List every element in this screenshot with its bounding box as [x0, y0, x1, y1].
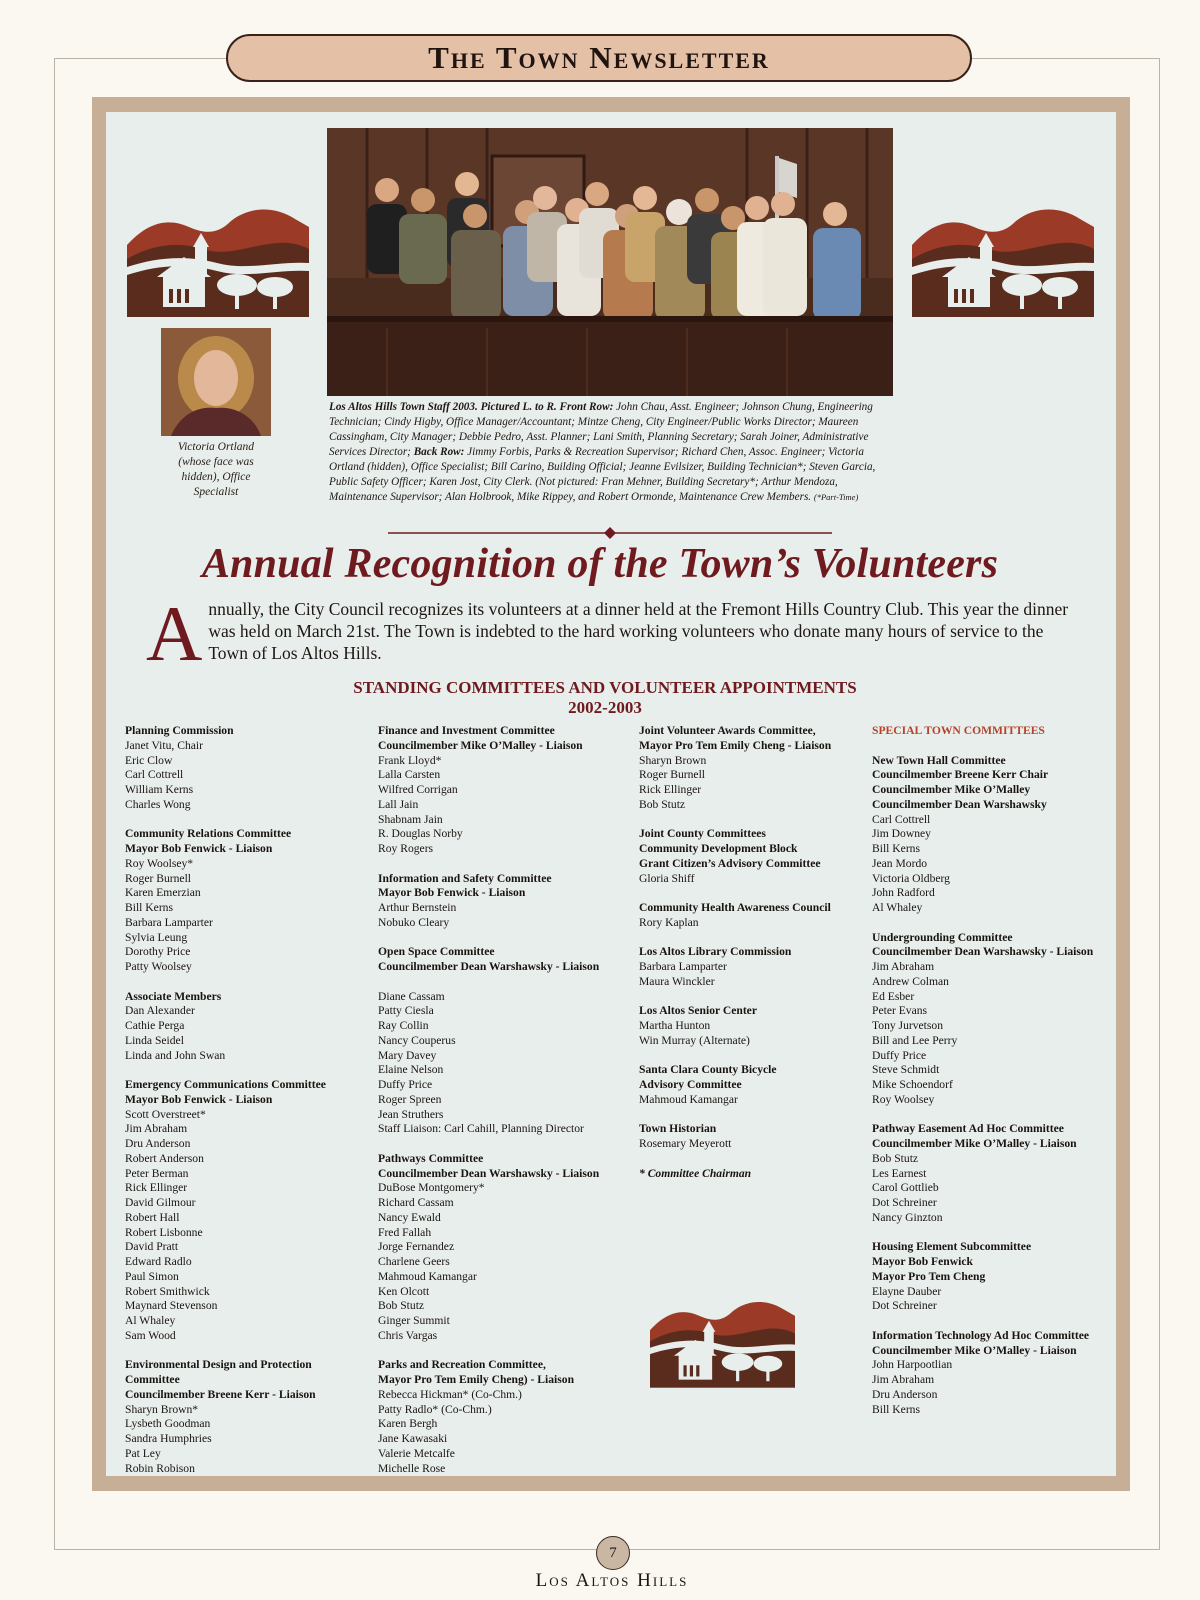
committee-group: [125, 724, 370, 813]
committee-member: Duffy Price: [872, 1048, 927, 1062]
committee-member: Richard Cassam: [378, 1196, 454, 1209]
committee-member: Mahmoud Kamangar: [378, 1269, 477, 1283]
caption-label: Back Row:: [413, 446, 465, 458]
committee-heading: Los Altos Library Commission: [639, 945, 792, 959]
committee-heading: Councilmember Breene Kerr - Liaison: [125, 1387, 316, 1401]
portrait-caption: [152, 440, 280, 500]
committee-member: Bob Stutz: [872, 1151, 919, 1165]
committee-heading: Undergrounding Committee: [872, 930, 1013, 944]
committee-column-1: [125, 724, 370, 1491]
committee-member: Sharyn Brown: [639, 753, 707, 767]
article-intro: [146, 590, 1086, 677]
committee-member: Lalla Carsten: [378, 768, 441, 782]
committee-member: Bill and Lee Perry: [872, 1033, 958, 1047]
committee-member: Bob Stutz: [639, 797, 686, 811]
committee-column-2: [378, 724, 638, 1491]
committee-heading: Committee: [125, 1373, 180, 1386]
committee-heading: Councilmember Mike O’Malley - Liaison: [378, 738, 583, 752]
committee-heading: Environmental Design and Protection: [125, 1358, 312, 1372]
committee-member: David Pratt: [125, 1240, 179, 1254]
committee-heading: Santa Clara County Bicycle: [639, 1063, 777, 1077]
committee-group: [639, 724, 864, 813]
committee-member: Roger Burnell: [639, 768, 706, 782]
caption-line: hidden), Office: [181, 471, 251, 483]
committee-group: [378, 1152, 638, 1344]
staff-group-photo: [327, 128, 893, 396]
committee-group: [639, 1063, 864, 1107]
committee-group: [872, 1240, 1122, 1314]
committee-member: Rick Ellinger: [125, 1181, 188, 1195]
committee-group: [639, 827, 864, 886]
section-heading: [200, 678, 1010, 718]
committee-member: Arthur Bernstein: [378, 901, 457, 914]
committee-member: Paul Simon: [125, 1269, 179, 1283]
part-time-note: (*Part-Time): [813, 492, 859, 502]
committee-member: Lysbeth Goodman: [125, 1417, 211, 1431]
committee-member: Patty Radlo* (Co-Chm.): [378, 1402, 492, 1416]
committee-member: Bill Kerns: [872, 1402, 920, 1416]
committee-member: Shabnam Jain: [378, 812, 443, 826]
committee-member: Fred Fallah: [378, 1225, 432, 1239]
committee-group: [872, 1122, 1122, 1225]
section-heading-text: STANDING COMMITTEES AND VOLUNTEER APPOINTMENTS: [353, 678, 857, 697]
committee-member: Nancy Ginzton: [872, 1210, 943, 1224]
committee-heading: Community Health Awareness Council: [639, 901, 831, 914]
article-title: Annual Recognition of the Town’s Volunteers: [201, 541, 999, 587]
committee-heading: New Town Hall Committee: [872, 753, 1006, 767]
intro-text: nnually, the City Council recognizes its volunteers at a dinner held at the Fremont Hills Country Club. This year the dinner was held on March 21st. The Town is indebted to the hard working volunteers who donate many hours of service to the Town of Los Altos Hills.: [208, 599, 1069, 663]
committee-member: Karen Bergh: [378, 1417, 438, 1431]
committee-member: Maynard Stevenson: [125, 1299, 218, 1313]
committee-member: Robert Anderson: [125, 1151, 204, 1165]
committee-member: Barbara Lamparter: [125, 915, 213, 929]
committee-chairman-note: * Committee Chairman: [639, 1166, 752, 1180]
committee-member: Dot Schreiner: [872, 1299, 937, 1313]
committee-heading: Grant Citizen’s Advisory Committee: [639, 856, 821, 870]
committee-member: Carol Gottlieb: [872, 1181, 939, 1195]
committee-member: Staff Liaison: Carl Cahill, Planning Director: [378, 1122, 584, 1136]
committee-member: Jim Abraham: [872, 1373, 935, 1386]
caption-line: (whose face was: [178, 456, 254, 468]
committee-heading: Mayor Pro Tem Emily Cheng - Liaison: [639, 738, 832, 752]
committee-member: Jim Abraham: [125, 1122, 188, 1136]
town-logo-icon: [650, 1298, 795, 1388]
committee-group: [378, 945, 638, 1137]
committee-member: Dot Schreiner: [872, 1196, 937, 1209]
committee-member: Duffy Price: [378, 1078, 433, 1091]
committee-member: Patty Woolsey: [125, 960, 192, 973]
committee-member: Robert Lisbonne: [125, 1225, 203, 1239]
committee-heading: Councilmember Dean Warshawsky - Liaison: [872, 945, 1094, 959]
portrait-photo: [161, 328, 271, 436]
committee-member: Rebecca Hickman* (Co-Chm.): [378, 1387, 522, 1401]
committee-heading: Information and Safety Committee: [378, 871, 552, 885]
section-years: 2002-2003: [568, 698, 642, 717]
newsletter-title: The Town Newsletter: [428, 40, 770, 75]
committee-group: [872, 931, 1122, 1108]
committee-member: Al Whaley: [872, 901, 923, 914]
committee-member: Andrew Colman: [872, 974, 949, 988]
committee-group: [639, 945, 864, 989]
committee-member: Roger Burnell: [125, 871, 192, 885]
footer-town-name: Los Altos Hills: [535, 1570, 689, 1591]
committee-member: Michelle Rose: [378, 1461, 446, 1475]
committee-heading: Emergency Communications Committee: [125, 1078, 326, 1091]
committee-member: Ginger Summit: [378, 1314, 450, 1327]
committee-member: Roy Woolsey*: [125, 856, 194, 870]
committee-member: DuBose Montgomery*: [378, 1181, 485, 1195]
caption-line: Specialist: [193, 486, 239, 498]
caption-line: Victoria Ortland: [177, 441, 255, 453]
committee-member: Rosemary Meyerott: [639, 1137, 732, 1150]
committee-group: [639, 1004, 864, 1048]
committee-group: [125, 1078, 370, 1344]
committee-member: Carl Cottrell: [125, 768, 184, 782]
committee-member: Frank Lloyd*: [378, 753, 442, 767]
title-ornament-icon: [388, 527, 832, 539]
committee-heading: Planning Commission: [125, 724, 234, 737]
committee-member: Patty Ciesla: [378, 1004, 434, 1018]
committee-group: [125, 990, 370, 1064]
committee-member: Ken Olcott: [378, 1284, 430, 1298]
committee-member: Dru Anderson: [125, 1137, 191, 1150]
committee-column-3: [639, 724, 864, 1181]
committee-heading: Mayor Bob Fenwick - Liaison: [125, 842, 273, 855]
committee-heading: [378, 975, 638, 990]
town-logo-icon: [912, 205, 1094, 317]
town-logo-icon: [127, 205, 309, 317]
committee-member: Robert Smithwick: [125, 1284, 210, 1298]
committee-member: R. Douglas Norby: [378, 827, 463, 841]
committee-member: Roger Spreen: [378, 1092, 442, 1106]
committee-member: Linda Seidel: [125, 1033, 184, 1047]
committee-member: Barbara Lamparter: [639, 960, 727, 973]
committee-member: Pat Ley: [125, 1446, 161, 1460]
newsletter-header: [226, 34, 972, 82]
committee-heading: Open Space Committee: [378, 945, 495, 959]
caption-text: John Chau, Asst. Engineer; Johnson Chung, Engineering Technician; Cindy Higby, Office Manager/Accountant; Mintze Cheng, City Engineer/Public Works Director; Maureen Cassingham, City Manager; Debbie Pedro, Asst. Planner; Lani Smith, Planning Secretary; Sarah Joiner, Administrative Services Director;: [329, 401, 873, 458]
committee-heading: Mayor Bob Fenwick: [872, 1255, 973, 1268]
committee-member: Martha Hunton: [639, 1019, 711, 1032]
committee-member: Robert Hall: [125, 1210, 180, 1224]
committee-member: Les Earnest: [872, 1166, 927, 1180]
committee-member: Nancy Ewald: [378, 1210, 441, 1224]
committee-heading: Mayor Bob Fenwick - Liaison: [378, 886, 526, 900]
committee-heading: Councilmember Breene Kerr Chair: [872, 768, 1049, 782]
committee-member: Roy Rogers: [378, 842, 434, 855]
committee-member: Elayne Dauber: [872, 1284, 942, 1298]
committee-member: Ray Collin: [378, 1019, 429, 1032]
caption-label: Los Altos Hills Town Staff 2003. Pictured L. to R. Front Row:: [329, 401, 614, 413]
committee-heading: Pathways Committee: [378, 1151, 484, 1165]
committee-heading: Joint Volunteer Awards Committee,: [639, 724, 816, 737]
committee-member: Tony Jurvetson: [872, 1019, 943, 1032]
page-number: 7: [596, 1536, 630, 1570]
committee-member: Robin Robison: [125, 1461, 195, 1475]
committee-member: Win Murray (Alternate): [639, 1033, 750, 1047]
committee-group: [378, 724, 638, 857]
committee-member: Ed Esber: [872, 989, 915, 1003]
committee-heading: Mayor Bob Fenwick - Liaison: [125, 1092, 273, 1106]
committee-member: Jim Downey: [872, 827, 931, 841]
committee-group: [378, 1358, 638, 1476]
committee-member: Mike Schoendorf: [872, 1078, 953, 1091]
committee-member: Lall Jain: [378, 797, 419, 811]
committee-member: Rory Kaplan: [639, 915, 699, 929]
committee-member: Sandra Humphries: [125, 1432, 212, 1445]
caption-text: Jimmy Forbis, Parks & Recreation Supervisor; Richard Chen, Assoc. Engineer; Victoria Ortland (hidden), Office Specialist; Bill Carino, Building Official; Jeanne Evilsizer, Building Technician*; Steven Garcia, Public Safety Officer; Karen Jost, City Clerk. (Not pictured: Fran Mehner, Building Secretary*; Arthur Mendoza, Maintenance Supervisor; Alan Holbrook, Mike Rippey, and Robert Ormonde, Maintenance Crew Members.: [329, 446, 876, 503]
committee-heading: Advisory Committee: [639, 1078, 742, 1091]
committee-member: Elaine Nelson: [378, 1063, 444, 1077]
committee-heading: Mayor Pro Tem Cheng: [872, 1269, 986, 1283]
committee-member: Peter Evans: [872, 1004, 928, 1018]
committee-member: Bill Kerns: [125, 901, 173, 914]
committee-member: Rick Ellinger: [639, 783, 702, 796]
committee-member: Wilfred Corrigan: [378, 783, 458, 796]
committee-heading: Pathway Easement Ad Hoc Committee: [872, 1122, 1064, 1136]
committee-member: Edward Radlo: [125, 1255, 192, 1268]
committee-member: Peter Berman: [125, 1166, 189, 1180]
committee-group: [378, 872, 638, 931]
committee-member: Valerie Metcalfe: [378, 1446, 455, 1460]
committee-member: Al Whaley: [125, 1314, 176, 1327]
committee-heading: Community Development Block: [639, 842, 798, 855]
committee-member: Victoria Oldberg: [872, 871, 950, 885]
staff-photo-caption: [329, 400, 895, 505]
committee-heading: Councilmember Dean Warshawsky: [872, 797, 1047, 811]
drop-cap: A: [146, 590, 203, 677]
committee-member: Janet Vitu, Chair: [125, 738, 203, 752]
committee-member: John Radford: [872, 886, 935, 900]
committee-column-4: [872, 724, 1122, 1432]
committee-group: [639, 901, 864, 931]
committee-member: Gloria Shiff: [639, 871, 695, 885]
committee-heading: Community Relations Committee: [125, 827, 292, 841]
committee-member: Sam Wood: [125, 1328, 176, 1342]
committee-member: Cathie Perga: [125, 1019, 185, 1032]
committee-group: [872, 1329, 1122, 1418]
committee-member: Dru Anderson: [872, 1387, 938, 1401]
committee-group: [872, 754, 1122, 916]
committee-heading: Councilmember Dean Warshawsky - Liaison: [378, 1166, 600, 1180]
committee-member: Steve Schmidt: [872, 1063, 940, 1077]
committee-group: [639, 1122, 864, 1152]
committee-member: Bill Kerns: [872, 842, 920, 855]
committee-member: William Kerns: [125, 783, 194, 796]
committee-group: [125, 1358, 370, 1476]
committee-member: David Gilmour: [125, 1196, 196, 1209]
committee-member: Diane Cassam: [378, 989, 445, 1003]
committee-heading: Associate Members: [125, 989, 222, 1003]
committee-member: Nancy Couperus: [378, 1033, 456, 1047]
committee-member: Sylvia Leung: [125, 930, 188, 944]
committee-member: Jim Abraham: [872, 960, 935, 973]
committee-member: Jean Struthers: [378, 1107, 444, 1121]
committee-heading: Councilmember Mike O’Malley - Liaison: [872, 1137, 1077, 1150]
committee-member: Jane Kawasaki: [378, 1432, 448, 1445]
committee-member: Mahmoud Kamangar: [639, 1092, 738, 1106]
committee-member: Dan Alexander: [125, 1004, 195, 1018]
committee-heading: Information Technology Ad Hoc Committee: [872, 1328, 1090, 1342]
committee-member: Charlene Geers: [378, 1255, 450, 1268]
committee-member: Karen Emerzian: [125, 886, 201, 900]
committee-member: Chris Vargas: [378, 1328, 438, 1342]
committee-member: Nobuko Cleary: [378, 915, 450, 929]
committee-member: Charles Wong: [125, 797, 191, 811]
committee-group: [125, 827, 370, 975]
committee-member: Bob Stutz: [378, 1299, 425, 1313]
committee-member: Jorge Fernandez: [378, 1240, 455, 1254]
committee-member: Dorothy Price: [125, 945, 191, 959]
committee-member: Scott Overstreet*: [125, 1107, 206, 1121]
committee-heading: Parks and Recreation Committee,: [378, 1358, 546, 1372]
committee-member: Eric Clow: [125, 753, 173, 767]
committee-member: John Harpootlian: [872, 1358, 953, 1372]
special-committees-heading: SPECIAL TOWN COMMITTEES: [872, 724, 1045, 737]
committee-heading: Joint County Committees: [639, 827, 766, 841]
committee-heading: Los Altos Senior Center: [639, 1004, 757, 1018]
committee-member: Jean Mordo: [872, 856, 928, 870]
committee-heading: Housing Element Subcommittee: [872, 1240, 1032, 1254]
committee-member: Mary Davey: [378, 1048, 437, 1062]
committee-member: Linda and John Swan: [125, 1048, 226, 1062]
committee-heading: Finance and Investment Committee: [378, 724, 555, 737]
committee-member: Sharyn Brown*: [125, 1402, 199, 1416]
committee-heading: Mayor Pro Tem Emily Cheng) - Liaison: [378, 1373, 575, 1386]
committee-heading: Councilmember Mike O’Malley: [872, 783, 1031, 796]
committee-heading: Councilmember Dean Warshawsky - Liaison: [378, 960, 600, 973]
committee-member: Maura Winckler: [639, 974, 715, 988]
committee-heading: Councilmember Mike O’Malley - Liaison: [872, 1343, 1077, 1357]
committee-member: Roy Woolsey: [872, 1092, 935, 1106]
committee-heading: Town Historian: [639, 1122, 717, 1136]
committee-member: Carl Cottrell: [872, 812, 931, 826]
